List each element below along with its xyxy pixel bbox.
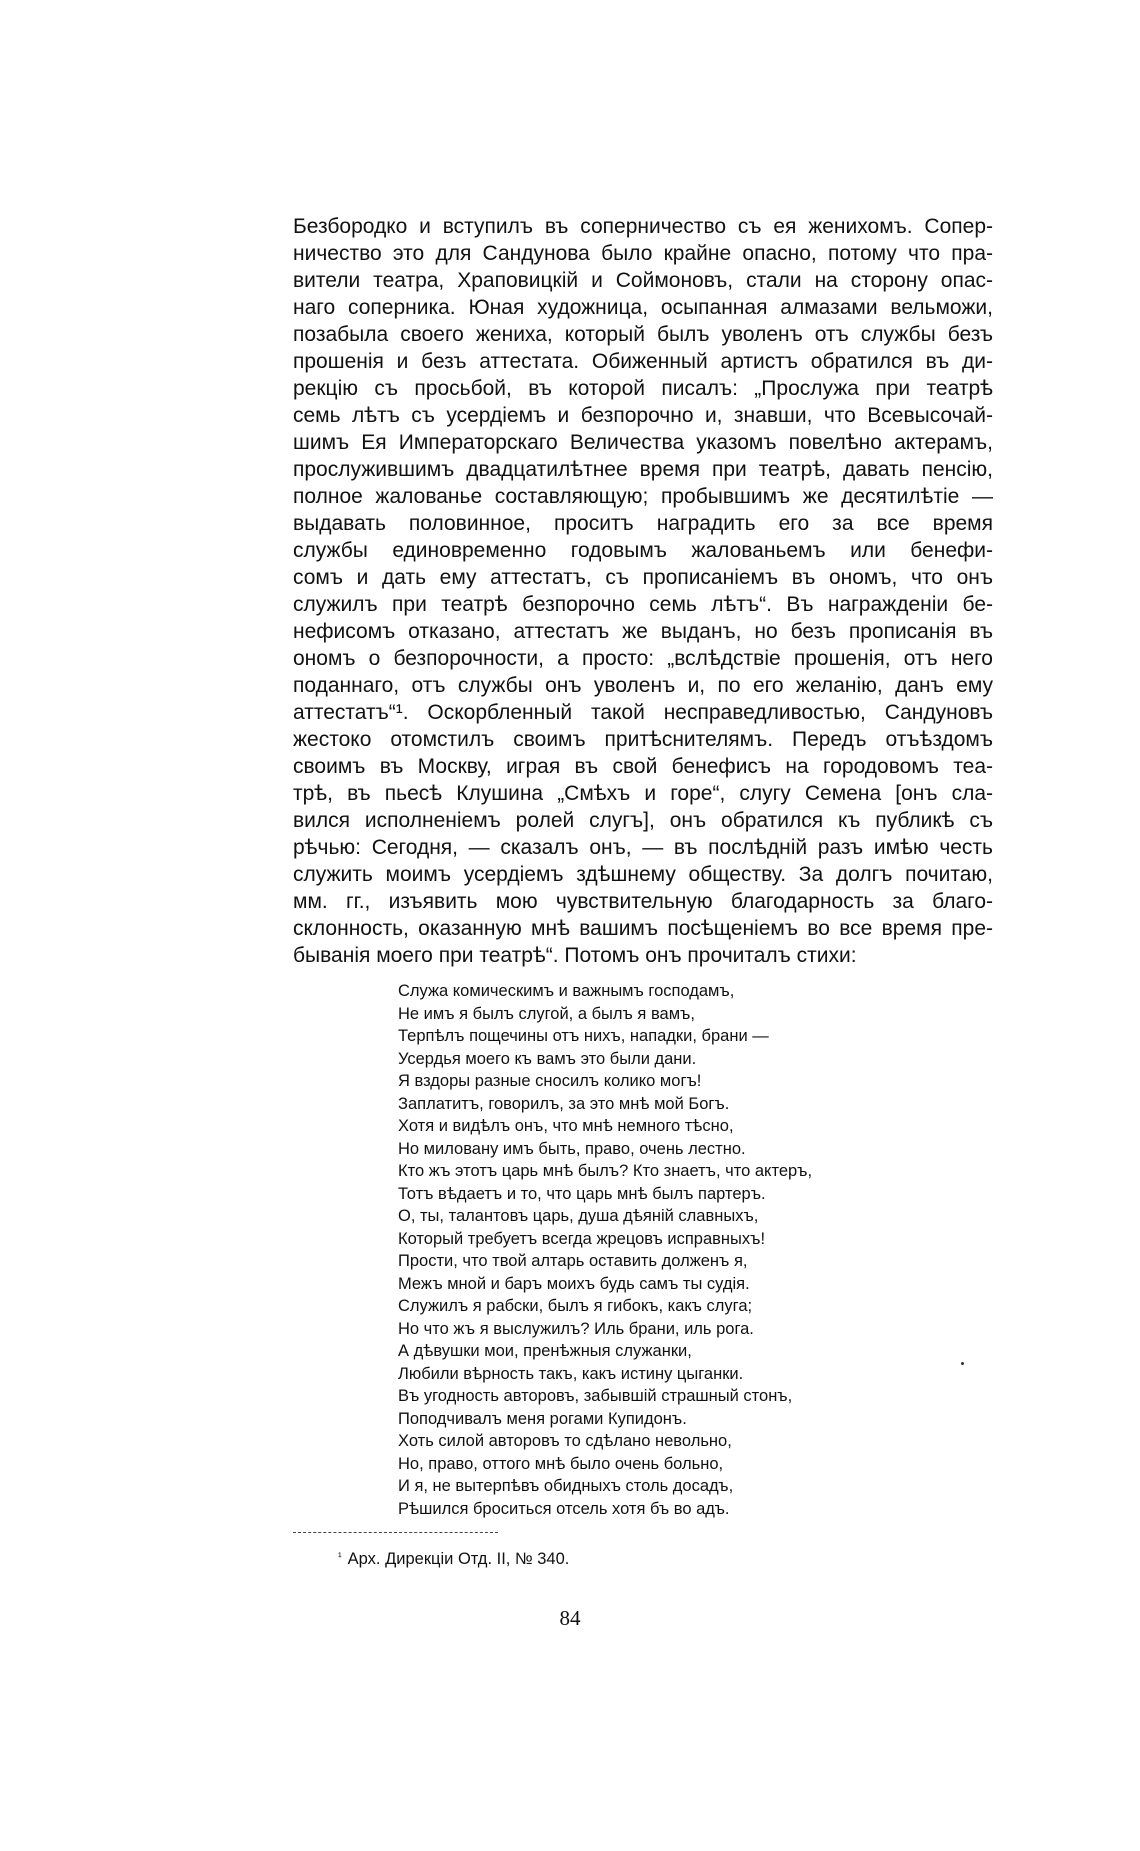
body-line: служилъ при театрѣ безпорочно семь лѣтъ“. Въ награжденіи бе- (293, 593, 993, 616)
body-line: мм. гг., изъявить мою чувствительную благодарность за благо- (293, 890, 993, 913)
body-line: службы единовременно годовымъ жалованьемъ или бенефи- (293, 539, 993, 562)
verse-line: Хоть силой авторовъ то сдѣлано невольно, (398, 1432, 732, 1450)
body-line: полное жалованье составляющую; пробывшимъ же десятилѣтіе — (293, 485, 993, 508)
verse-line: Прости, что твой алтарь оставить долженъ я, (398, 1252, 748, 1270)
body-line: поданнаго, отъ службы онъ уволенъ и, по его желанію, данъ ему (293, 674, 993, 697)
body-line: жестоко отомстилъ своимъ притѣснителямъ. Передъ отъѣздомъ (293, 728, 993, 751)
verse-line: Я вздоры разные сносилъ колико могъ! (398, 1072, 702, 1090)
verse-line: Поподчивалъ меня рогами Купидонъ. (398, 1409, 687, 1428)
verse-line: И я, не вытерпѣвъ обидныхъ столь досадъ, (398, 1477, 734, 1495)
body-line: рекцію съ просьбой, въ которой писалъ: „Прослужа при театрѣ (293, 377, 993, 400)
body-line: семь лѣтъ съ усердіемъ и безпорочно и, знавши, что Всевысочай- (293, 404, 993, 427)
body-line: своимъ въ Москву, играя въ свой бенефисъ на городовомъ теа- (293, 755, 993, 778)
body-text (293, 213, 993, 969)
body-line: прослужившимъ двадцатилѣтнее время при театрѣ, давать пенсію, (293, 458, 993, 481)
verse-line: Любили вѣрность такъ, какъ истину цыганки. (398, 1364, 744, 1383)
verse-line: Межъ мной и баръ моихъ будь самъ ты судія. (398, 1274, 750, 1293)
body-line: прошенія и безъ аттестата. Обиженный артистъ обратился въ ди- (293, 350, 993, 373)
body-line: вился исполненіемъ ролей слугъ], онъ обратился къ публикѣ съ (293, 809, 993, 832)
body-line: нефисомъ отказано, аттестатъ же выданъ, но безъ прописанія въ (293, 620, 993, 643)
body-line: Безбородко и вступилъ въ соперничество съ ея женихомъ. Сопер- (293, 215, 993, 238)
body-line: служить моимъ усердіемъ здѣшнему обществу. За долгъ почитаю, (293, 863, 993, 886)
verse-line: Усердья моего къ вамъ это были дани. (398, 1049, 697, 1068)
body-line: быванія моего при театрѣ“. Потомъ онъ прочиталъ стихи: (293, 944, 857, 967)
verse-line: Рѣшился броситься отсель хотя бъ во адъ. (398, 1499, 730, 1518)
verse-line: Служилъ я рабски, былъ я гибокъ, какъ слуга; (398, 1297, 753, 1315)
body-line: вители театра, Храповицкій и Соймоновъ, стали на сторону опас- (293, 269, 993, 292)
body-line: ничество это для Сандунова было крайне опасно, потому что пра- (293, 242, 993, 265)
verse-line: Но миловану имъ быть, право, очень лестно. (398, 1139, 746, 1158)
verse-line: Но что жъ я выслужилъ? Иль брани, иль рога. (398, 1319, 754, 1338)
verse-line: Хотя и видѣлъ онъ, что мнѣ немного тѣсно, (398, 1117, 734, 1135)
body-line: трѣ, въ пьесѣ Клушина „Смѣхъ и горе“, слугу Семена [онъ сла- (293, 782, 993, 805)
body-line: склонность, оказанную мнѣ вашимъ посѣщеніемъ во все время пре- (293, 917, 993, 940)
footnote-separator (293, 1532, 498, 1533)
ink-speck (961, 1362, 964, 1365)
verse-line: Въ угодность авторовъ, забывшій страшный стонъ, (398, 1387, 793, 1405)
body-line: наго соперника. Юная художница, осыпанная алмазами вельможи, (293, 296, 993, 319)
verse-line: Кто жъ этотъ царь мнѣ былъ? Кто знаетъ, что актеръ, (398, 1162, 813, 1180)
verse-line: О, ты, талантовъ царь, душа дѣяній славныхъ, (398, 1207, 759, 1225)
verse-line: Терпѣлъ пощечины отъ нихъ, нападки, брани — (398, 1027, 769, 1045)
body-line: шимъ Ея Императорскаго Величества указомъ повелѣно актерамъ, (293, 431, 993, 454)
verse-block (398, 980, 918, 1520)
page-number: 84 (559, 1606, 581, 1630)
body-line: выдавать половинное, проситъ наградить его за все время (293, 512, 993, 535)
verse-line: Заплатитъ, говорилъ, за это мнѣ мой Богъ. (398, 1094, 730, 1113)
verse-line: Тотъ вѣдаетъ и то, что царь мнѣ былъ партеръ. (398, 1184, 766, 1203)
body-line: позабыла своего жениха, который былъ уволенъ отъ службы безъ (293, 323, 993, 346)
verse-line: Не имъ я былъ слугой, а былъ я вамъ, (398, 1004, 695, 1023)
footnote (338, 1546, 569, 1570)
body-line: ономъ о безпорочности, а просто: „вслѣдствіе прошенія, отъ него (293, 647, 993, 670)
body-line: рѣчью: Сегодня, — сказалъ онъ, — въ послѣдній разъ имѣю честь (293, 836, 993, 859)
verse-line: Который требуетъ всегда жрецовъ исправныхъ! (398, 1229, 766, 1248)
verse-line: Служа комическимъ и важнымъ господамъ, (398, 982, 735, 1000)
body-line: аттестатъ“¹. Оскорбленный такой несправедливостью, Сандуновъ (293, 701, 993, 724)
verse-line: Но, право, оттого мнѣ было очень больно, (398, 1454, 724, 1473)
footnote-text: Арх. Дирекціи Отд. II, № 340. (347, 1550, 570, 1568)
verse-line: А дѣвушки мои, пренѣжныя служанки, (398, 1342, 692, 1360)
footnote-marker: ¹ (338, 1551, 342, 1563)
body-line: сомъ и дать ему аттестатъ, съ прописаніемъ въ ономъ, что онъ (293, 566, 993, 589)
